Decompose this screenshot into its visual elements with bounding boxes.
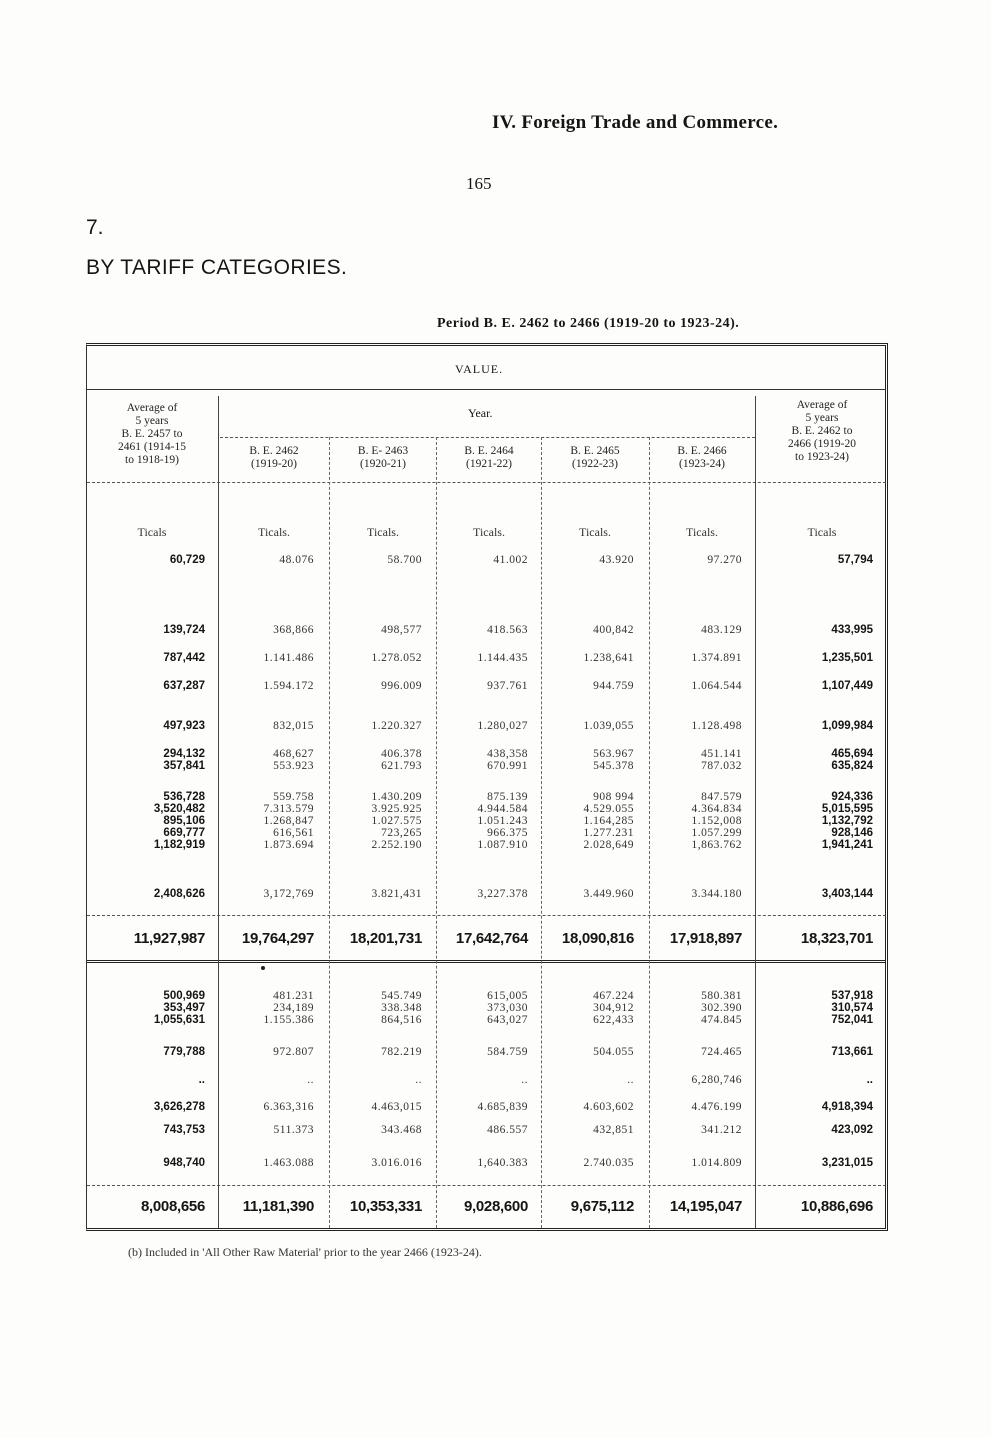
unit-label: Ticals. — [579, 525, 611, 539]
rule-under-year — [220, 437, 755, 438]
table-cell: 713,661 — [831, 1046, 873, 1058]
table-cell: 6.363,316 — [263, 1101, 314, 1113]
table-cell: 3.016.016 — [371, 1157, 422, 1169]
table-cell: 451.141 787.032 — [701, 748, 742, 772]
rule-below-total-1 — [87, 960, 886, 963]
table-cell: 139,724 — [163, 624, 205, 636]
table-cell: 779,788 — [163, 1046, 205, 1058]
table-cell: 433,995 — [831, 624, 873, 636]
table-cell: 432,851 — [593, 1124, 634, 1136]
table-cell: 4,918,394 — [821, 1101, 873, 1113]
rule-above-total-2 — [87, 1185, 886, 1186]
table-cell: 782.219 — [381, 1046, 422, 1058]
total-cell: 11,927,987 — [133, 930, 205, 947]
period-heading: Period B. E. 2462 to 2466 (1919-20 to 1923-24). — [437, 316, 740, 331]
table-cell: 57,794 — [837, 554, 873, 566]
year-heading: Year. — [468, 406, 493, 420]
rule-under-value — [87, 389, 886, 390]
table-cell: 43.920 — [599, 554, 634, 566]
table-cell: 368,866 — [273, 624, 314, 636]
total-cell: 10,353,331 — [349, 1198, 422, 1215]
unit-label: Ticals — [137, 525, 167, 539]
table-cell: 498,577 — [381, 624, 422, 636]
column-header-1: Average of 5 years B. E. 2457 to 2461 (1914-15 to 1918-19) — [117, 402, 187, 466]
table-cell: 486.557 — [487, 1124, 528, 1136]
table-cell: 500,969 353,497 1,055,631 — [153, 990, 205, 1026]
total-cell: 9,675,112 — [570, 1198, 634, 1215]
running-header-title: IV. Foreign Trade and Commerce. — [492, 112, 779, 133]
table-cell: 563.967 545.378 — [593, 748, 634, 772]
table-cell: 97.270 — [707, 554, 742, 566]
table-cell: .. — [866, 1074, 873, 1086]
table-cell: 3,227.378 — [477, 888, 528, 900]
rule-above-total-1 — [87, 915, 886, 916]
table-cell: 1.374.891 — [691, 652, 742, 664]
total-cell: 11,181,390 — [242, 1198, 314, 1215]
table-cell: 3.821,431 — [371, 888, 422, 900]
table-cell: 4.463,015 — [371, 1101, 422, 1113]
table-cell: 1.463.088 — [263, 1157, 314, 1169]
table-cell: 1.128.498 — [691, 720, 742, 732]
table-cell: 1.430.209 3.925.925 1.027.575 723,265 2.252.190 — [371, 791, 422, 851]
table-cell: .. — [521, 1074, 528, 1086]
table-cell: 615,005 373,030 643,027 — [487, 990, 528, 1026]
table-cell: 1.280,027 — [477, 720, 528, 732]
table-cell: 3,403,144 — [821, 888, 873, 900]
table-cell: 937.761 — [487, 680, 528, 692]
table-cell: 467.224 304,912 622,433 — [593, 990, 634, 1026]
table-cell: 1.238,641 — [583, 652, 634, 664]
column-header-7: Average of 5 years B. E. 2462 to 2466 (1919-20 to 1923-24) — [787, 399, 857, 463]
table-cell: 944.759 — [593, 680, 634, 692]
column-header-2: B. E. 2462 (1919-20) — [249, 445, 299, 470]
section-number: 7. — [86, 216, 104, 239]
table-cell: 743,753 — [163, 1124, 205, 1136]
total-cell: 17,642,764 — [455, 930, 528, 947]
table-cell: 1,099,984 — [821, 720, 873, 732]
table-cell: 787,442 — [163, 652, 205, 664]
table-cell: 948,740 — [163, 1157, 205, 1169]
trade-table — [86, 343, 888, 1231]
table-cell: 847.579 4.364.834 1.152,008 1.057.299 1,863.762 — [691, 791, 742, 851]
unit-label: Ticals. — [258, 525, 290, 539]
table-cell: 483.129 — [701, 624, 742, 636]
total-cell: 19,764,297 — [241, 930, 314, 947]
table-cell: 972.807 — [273, 1046, 314, 1058]
table-cell: 58.700 — [387, 554, 422, 566]
column-header-4: B. E. 2464 (1921-22) — [464, 445, 514, 470]
table-cell: 481.231 234,189 1.155.386 — [263, 990, 314, 1026]
table-cell: .. — [307, 1074, 314, 1086]
unit-label: Ticals. — [686, 525, 718, 539]
table-cell: 3.449.960 — [583, 888, 634, 900]
table-cell: 6,280,746 — [691, 1074, 742, 1086]
table-cell: 468,627 553.923 — [273, 748, 314, 772]
unit-label: Ticals. — [473, 525, 505, 539]
value-heading: VALUE. — [455, 362, 504, 376]
table-cell: 2.740.035 — [583, 1157, 634, 1169]
table-cell: 545.749 338.348 864,516 — [381, 990, 422, 1026]
table-cell: .. — [415, 1074, 422, 1086]
dot-mark — [261, 966, 265, 970]
footnote: (b) Included in 'All Other Raw Material' prior to the year 2466 (1923-24). — [128, 1245, 482, 1259]
section-title: BY TARIFF CATEGORIES. — [86, 256, 348, 279]
table-cell: 908 994 4.529.055 1.164,285 1.277.231 2.028,649 — [583, 791, 634, 851]
table-cell: 41.002 — [493, 554, 528, 566]
table-cell: 996.009 — [381, 680, 422, 692]
table-cell: 294,132 357,841 — [163, 748, 205, 772]
table-cell: 60,729 — [169, 554, 205, 566]
table-cell: 465,694 635,824 — [831, 748, 873, 772]
table-cell: .. — [627, 1074, 634, 1086]
table-cell: 1.064.544 — [691, 680, 742, 692]
table-cell: 1,640.383 — [477, 1157, 528, 1169]
table-cell: 504.055 — [593, 1046, 634, 1058]
table-cell: 580.381 302.390 474.845 — [701, 990, 742, 1026]
table-cell: 3,626,278 — [153, 1101, 205, 1113]
table-cell: 4.603,602 — [583, 1101, 634, 1113]
total-cell: 17,918,897 — [669, 930, 742, 947]
page-number: 165 — [466, 174, 492, 193]
table-cell: 497,923 — [163, 720, 205, 732]
table-cell: 832,015 — [273, 720, 314, 732]
table-cell: 341.212 — [701, 1124, 742, 1136]
rule-under-column-headers — [87, 482, 886, 483]
table-cell: 4.476.199 — [691, 1101, 742, 1113]
table-cell: 418.563 — [487, 624, 528, 636]
table-cell: 924,336 5,015,595 1,132,792 928,146 1,941,241 — [821, 791, 873, 851]
table-cell: 3,172,769 — [263, 888, 314, 900]
table-cell: 875.139 4.944.584 1.051.243 966.375 1.087.910 — [477, 791, 528, 851]
table-cell: 1.144.435 — [477, 652, 528, 664]
table-cell: 423,092 — [831, 1124, 873, 1136]
table-cell: 1.141.486 — [263, 652, 314, 664]
table-cell: 1.220.327 — [371, 720, 422, 732]
table-cell: 400,842 — [593, 624, 634, 636]
table-cell: 438,358 670.991 — [487, 748, 528, 772]
total-cell: 18,323,701 — [800, 930, 873, 947]
table-cell: 3.344.180 — [691, 888, 742, 900]
table-cell: 406.378 621.793 — [381, 748, 422, 772]
table-cell: 2,408,626 — [153, 888, 205, 900]
total-cell: 9,028,600 — [463, 1198, 528, 1215]
table-cell: 637,287 — [163, 680, 205, 692]
unit-label: Ticals — [807, 525, 837, 539]
unit-label: Ticals. — [367, 525, 399, 539]
table-cell: .. — [198, 1074, 205, 1086]
table-cell: 4.685,839 — [477, 1101, 528, 1113]
table-cell: 343.468 — [381, 1124, 422, 1136]
table-cell: 1.594.172 — [263, 680, 314, 692]
total-cell: 10,886,696 — [800, 1198, 873, 1215]
column-header-5: B. E. 2465 (1922-23) — [570, 445, 620, 470]
table-cell: 48.076 — [279, 554, 314, 566]
table-cell: 1.014.809 — [691, 1157, 742, 1169]
column-header-6: B. E. 2466 (1923-24) — [677, 445, 727, 470]
total-cell: 18,201,731 — [349, 930, 422, 947]
column-header-3: B. E- 2463 (1920-21) — [357, 445, 409, 470]
table-cell: 1,107,449 — [821, 680, 873, 692]
table-cell: 584.759 — [487, 1046, 528, 1058]
total-cell: 14,195,047 — [669, 1198, 742, 1215]
total-cell: 18,090,816 — [561, 930, 634, 947]
table-cell: 1,235,501 — [821, 652, 873, 664]
table-cell: 724.465 — [701, 1046, 742, 1058]
table-cell: 1.039,055 — [583, 720, 634, 732]
table-cell: 536,728 3,520,482 895,106 669,777 1,182,919 — [153, 791, 205, 851]
table-cell: 1.278.052 — [371, 652, 422, 664]
total-cell: 8,008,656 — [140, 1198, 205, 1215]
table-cell: 537,918 310,574 752,041 — [831, 990, 873, 1026]
table-cell: 559.758 7.313.579 1.268,847 616,561 1.873.694 — [263, 791, 314, 851]
table-cell: 3,231,015 — [821, 1157, 873, 1169]
table-cell: 511.373 — [273, 1124, 314, 1136]
